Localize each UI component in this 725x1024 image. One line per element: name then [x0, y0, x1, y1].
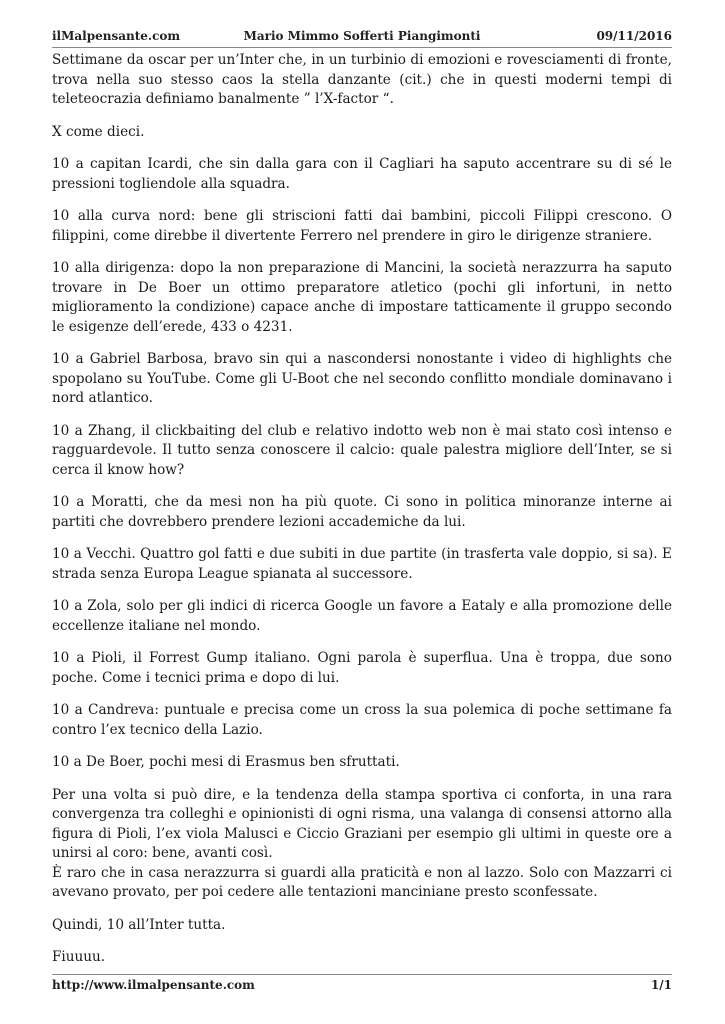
paragraph-de-boer: 10 a De Boer, pochi mesi di Erasmus ben sfruttati.	[52, 754, 400, 770]
page-number: 1/1	[650, 978, 672, 992]
paragraph-dirigenza: 10 alla dirigenza: dopo la non preparazione di Mancini, la società nerazzurra ha saputo trovare in De Boer un ottimo preparatore atletico (pochi gli infortuni, in netto miglioramento la condizione) capace anche di impostare tatticamente il gruppo secondo le esigenze dell’erede, 433 o 4231.	[52, 260, 672, 335]
paragraph-fiuuuu: Fiuuuu.	[52, 949, 106, 965]
page-header	[52, 29, 672, 49]
paragraph-stampa	[52, 786, 672, 903]
paragraph-barbosa: 10 a Gabriel Barbosa, bravo sin qui a nascondersi nonostante i video di highlights che spopolano su YouTube. Come gli U-Boot che nel secondo conflitto mondiale dominavano i nord atlantico.	[52, 351, 672, 406]
paragraph-x-come-dieci: X come dieci.	[52, 123, 145, 140]
paragraph-curva-nord: 10 alla curva nord: bene gli striscioni fatti dai bambini, piccoli Filippi crescono. O filippini, come direbbe il divertente Ferrero nel prendere in giro le dirigenze straniere.	[52, 208, 672, 244]
header-site-name: ilMalpensante.com	[52, 29, 181, 43]
footer-url[interactable]: http://www.ilmalpensante.com	[52, 978, 255, 992]
header-divider	[52, 47, 672, 48]
article-body	[52, 51, 672, 981]
paragraph-zhang: 10 a Zhang, il clickbaiting del club e relativo indotto web non è mai stato così intenso e ragguardevole. Il tutto senza conoscere il calcio: quale palestra migliore dell’Inter, se si cerca il know how?	[52, 422, 672, 478]
paragraph-pioli: 10 a Pioli, il Forrest Gump italiano. Ogni parola è superflua. Una è troppa, due sono poche. Come i tecnici prima e dopo di lui.	[52, 650, 672, 686]
paragraph-icardi: 10 a capitan Icardi, che sin dalla gara con il Cagliari ha saputo accentrare su di sé le pressioni togliendole alla squadra.	[52, 156, 672, 192]
paragraph-intro: Settimane da oscar per un’Inter che, in un turbinio di emozioni e rovesciamenti di fronte, trova nella suo stesso caos la stella danzante (cit.) che in questi moderni tempi di teleteocrazia definiamo banalmente ” l’X-factor “.	[52, 52, 672, 107]
footer-divider	[52, 974, 672, 975]
paragraph-stampa-line1: Per una volta si può dire, e la tendenza della stampa sportiva ci conforta, in una rara convergenza tra colleghi e opinionisti di ogni risma, una valanga di consensi attorno alla figura di Pioli, l’ex viola Malusci e Ciccio Graziani per esempio gli ultimi in queste ore a unirsi al coro: bene, avanti così.	[52, 786, 672, 861]
header-date: 09/11/2016	[596, 29, 672, 43]
paragraph-vecchi: 10 a Vecchi. Quattro gol fatti e due subiti in due partite (in trasferta vale doppio, si sa). E strada senza Europa League spianata al successore.	[52, 546, 672, 582]
page-footer	[52, 978, 672, 998]
header-author: Mario Mimmo Sofferti Piangimonti	[243, 29, 481, 43]
paragraph-zola: 10 a Zola, solo per gli indici di ricerca Google un favore a Eataly e alla promozione delle eccellenze italiane nel mondo.	[52, 598, 672, 634]
paragraph-candreva: 10 a Candreva: puntuale e precisa come un cross la sua polemica di poche settimane fa contro l’ex tecnico della Lazio.	[52, 702, 672, 738]
paragraph-moratti: 10 a Moratti, che da mesi non ha più quote. Ci sono in politica minoranze interne ai partiti che dovrebbero prendere lezioni accademiche da lui.	[52, 494, 672, 530]
paragraph-stampa-line2: È raro che in casa nerazzurra si guardi alla praticità e non al lazzo. Solo con Mazzarri ci avevano provato, per poi cedere alle tentazioni manciniane presto sconfessate.	[52, 864, 672, 900]
paragraph-quindi: Quindi, 10 all’Inter tutta.	[52, 916, 226, 933]
spacer	[52, 903, 672, 916]
